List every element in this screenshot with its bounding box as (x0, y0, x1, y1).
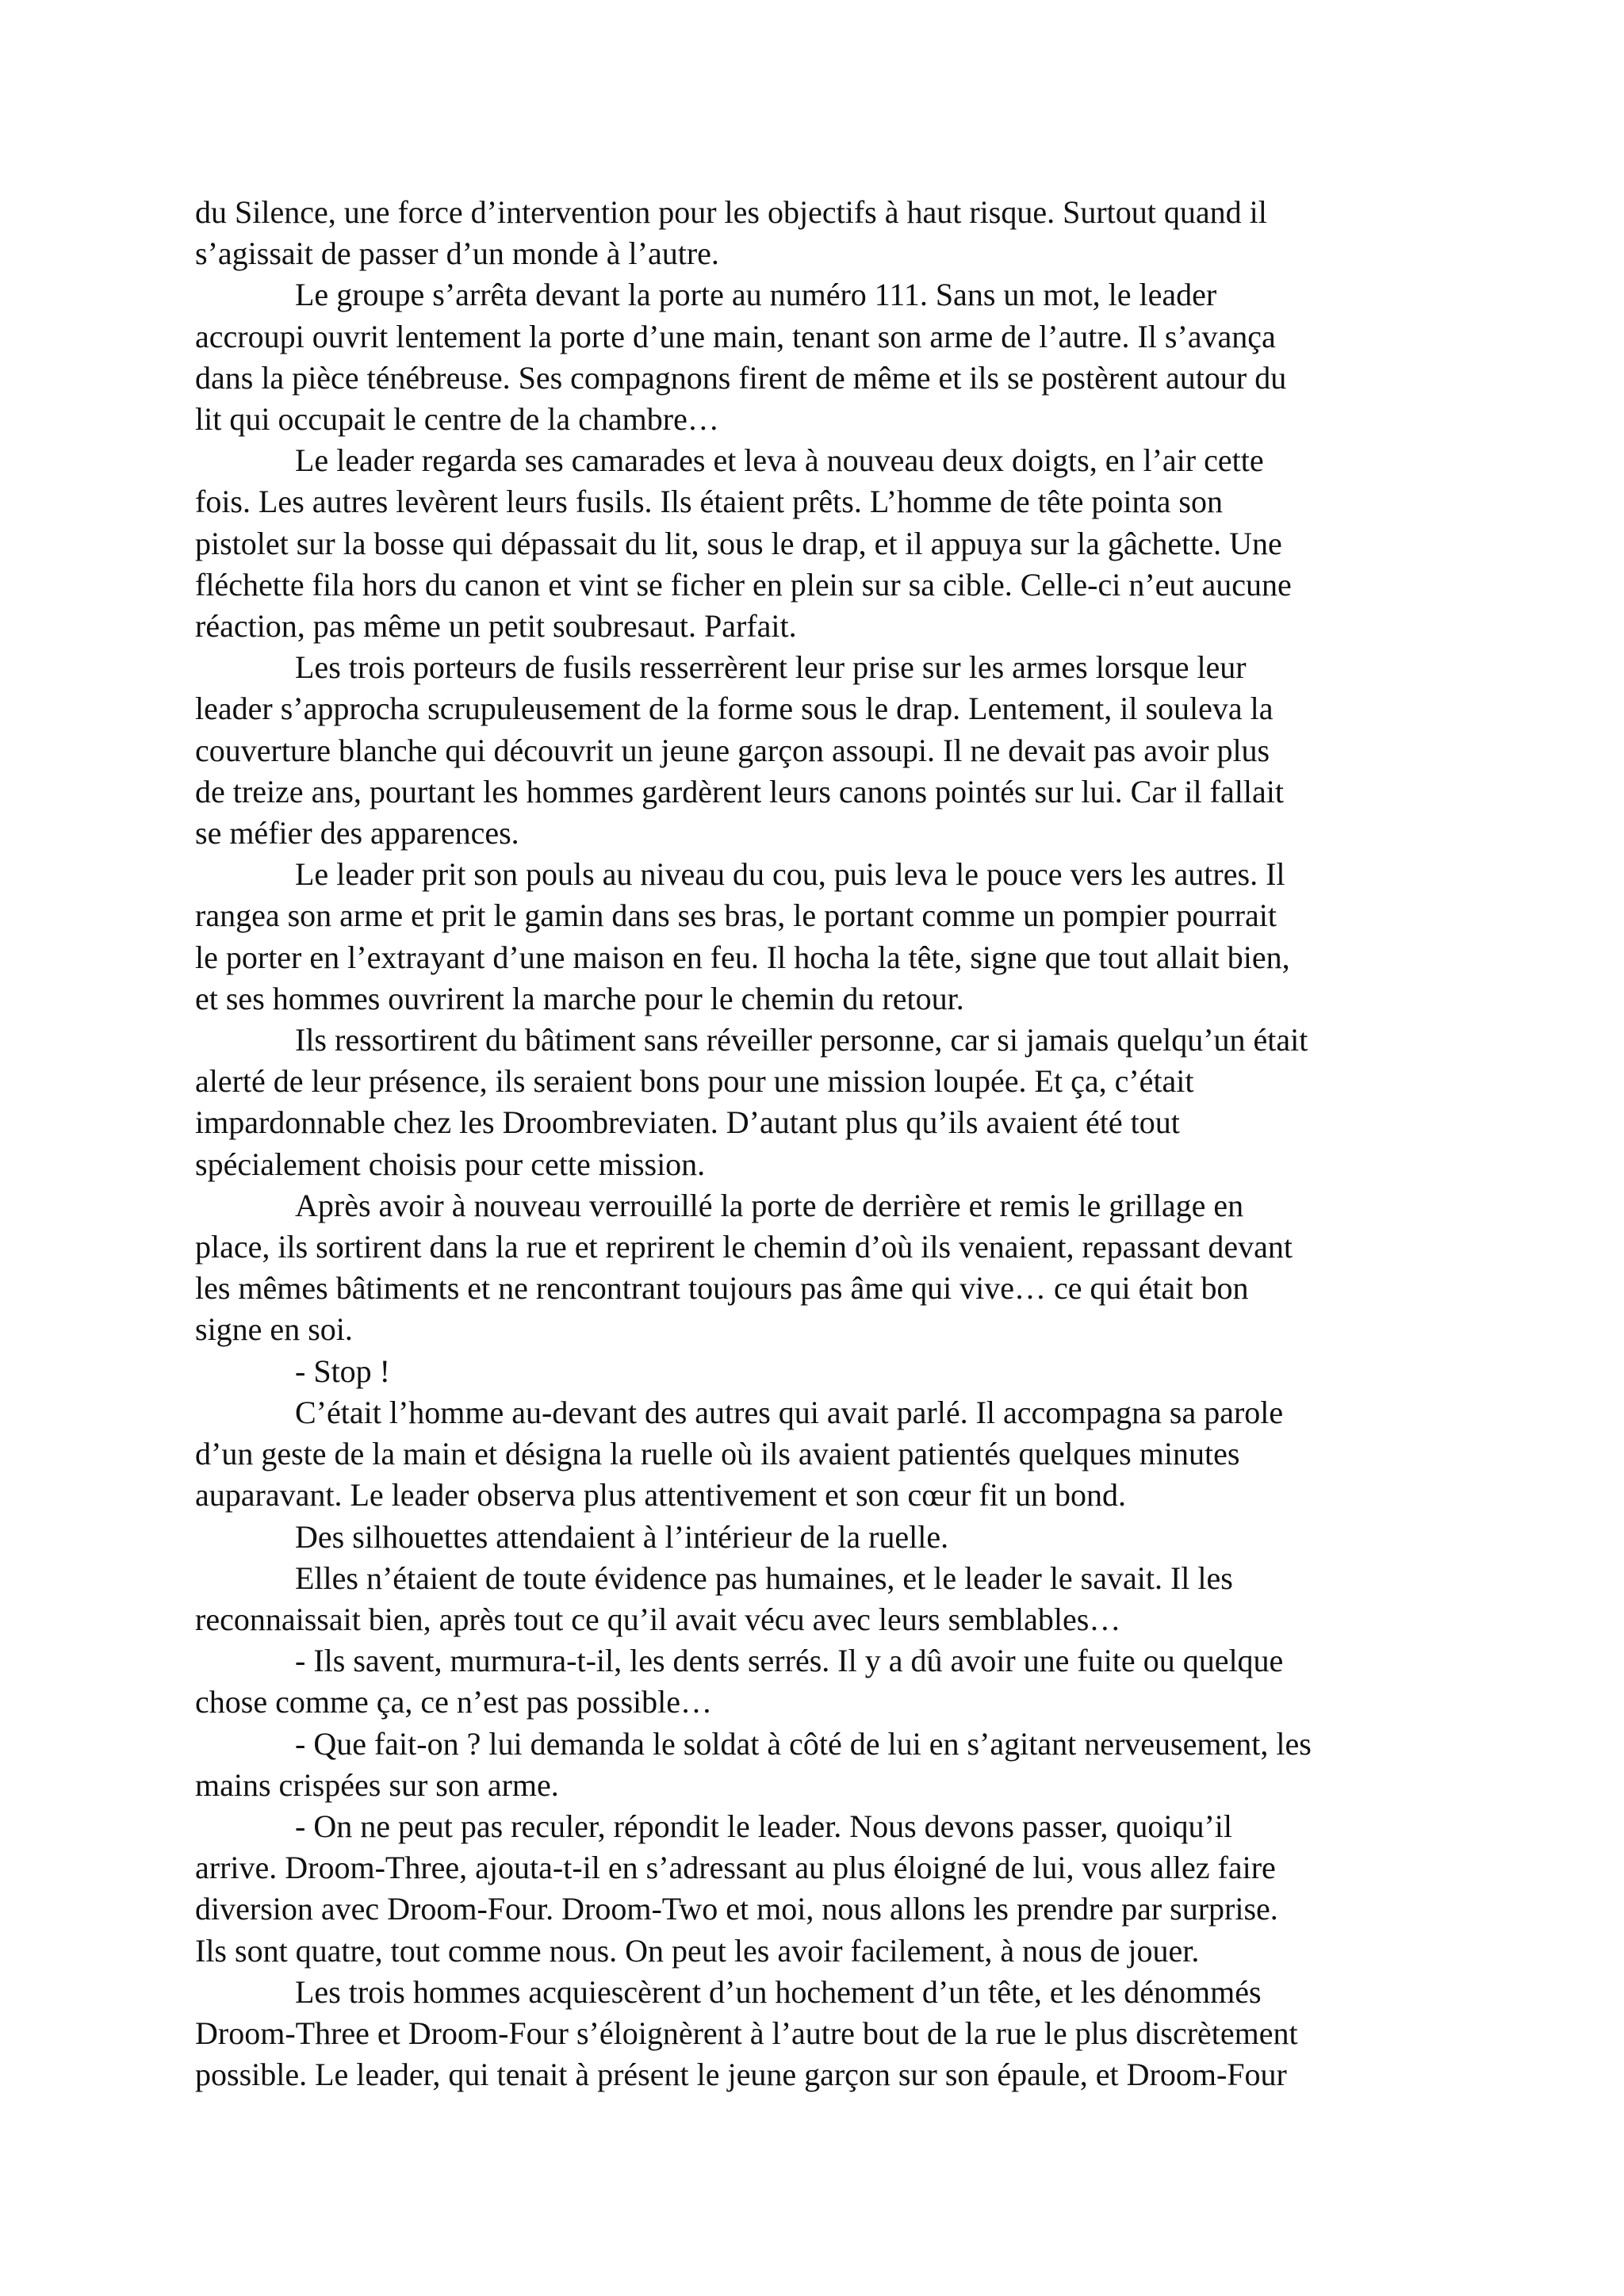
text-line: Les trois porteurs de fusils resserrèrent leur prise sur les armes lorsque leur (295, 649, 1247, 686)
text-line: Le groupe s’arrêta devant la porte au numéro 111. Sans un mot, le leader (295, 277, 1217, 313)
text-line: Ils sont quatre, tout comme nous. On peut les avoir facilement, à nous de jouer. (195, 1932, 1200, 1969)
text-line: Des silhouettes attendaient à l’intérieur de la ruelle. (295, 1518, 949, 1555)
text-line: place, ils sortirent dans la rue et reprirent le chemin d’où ils venaient, repassant devant (195, 1229, 1293, 1265)
text-line: Les trois hommes acquiescèrent d’un hochement d’un tête, et les dénommés (295, 1973, 1262, 2010)
text-line: Elles n’étaient de toute évidence pas humaines, et le leader le savait. Il les (295, 1559, 1233, 1596)
text-line: accroupi ouvrit lentement la porte d’une main, tenant son arme de l’autre. Il s’avança (195, 318, 1276, 354)
text-line: leader s’approcha scrupuleusement de la forme sous le drap. Lentement, il souleva la (195, 691, 1274, 727)
text-line: arrive. Droom-Three, ajouta-t-il en s’adressant au plus éloigné de lui, vous allez faire (195, 1850, 1276, 1886)
text-line: chose comme ça, ce n’est pas possible… (195, 1684, 713, 1720)
text-line: le porter en l’extrayant d’une maison en feu. Il hocha la tête, signe que tout allait bien, (195, 939, 1290, 975)
text-line: de treize ans, pourtant les hommes gardèrent leurs canons pointés sur lui. Car il fallait (195, 773, 1284, 809)
text-line: rangea son arme et prit le gamin dans ses bras, le portant comme un pompier pourrait (195, 897, 1277, 934)
text-line: réaction, pas même un petit soubresaut. Parfait. (195, 608, 797, 645)
text-line: spécialement choisis pour cette mission. (195, 1146, 706, 1182)
text-line: d’un geste de la main et désigna la ruelle où ils avaient patientés quelques minutes (195, 1436, 1240, 1472)
text-line: - Ils savent, murmura-t-il, les dents serrés. Il y a dû avoir une fuite ou quelque (295, 1643, 1284, 1679)
text-line: mains crispées sur son arme. (195, 1766, 559, 1803)
text-line: alerté de leur présence, ils seraient bons pour une mission loupée. Et ça, c’était (195, 1063, 1194, 1100)
text-line: impardonnable chez les Droombreviaten. D’autant plus qu’ils avaient été tout (195, 1104, 1180, 1141)
text-line: auparavant. Le leader observa plus attentivement et son cœur fit un bond. (195, 1477, 1127, 1513)
text-line: Ils ressortirent du bâtiment sans réveiller personne, car si jamais quelqu’un était (295, 1022, 1308, 1058)
document-page (195, 192, 1448, 2095)
text-line: reconnaissait bien, après tout ce qu’il avait vécu avec leurs semblables… (195, 1601, 1121, 1637)
text-line: dans la pièce ténébreuse. Ses compagnons firent de même et ils se postèrent autour du (195, 359, 1287, 396)
text-line: - On ne peut pas reculer, répondit le leader. Nous devons passer, quoiqu’il (295, 1808, 1233, 1844)
text-line: - Que fait-on ? lui demanda le soldat à côté de lui en s’agitant nerveusement, les (295, 1725, 1312, 1762)
text-line: s’agissait de passer d’un monde à l’autre. (195, 235, 719, 272)
text-line: se méfier des apparences. (195, 815, 519, 851)
text-line: les mêmes bâtiments et ne rencontrant toujours pas âme qui vive… ce qui était bon (195, 1270, 1249, 1307)
text-line: fléchette fila hors du canon et vint se ficher en plein sur sa cible. Celle-ci n’eut aucune (195, 566, 1292, 603)
text-line: Après avoir à nouveau verrouillé la porte de derrière et remis le grillage en (295, 1187, 1244, 1223)
text-line: diversion avec Droom-Four. Droom-Two et moi, nous allons les prendre par surprise. (195, 1891, 1278, 1927)
text-line: couverture blanche qui découvrit un jeune garçon assoupi. Il ne devait pas avoir plus (195, 732, 1270, 768)
text-line: C’était l’homme au-devant des autres qui avait parlé. Il accompagna sa parole (295, 1394, 1284, 1430)
text-line: du Silence, une force d’intervention pour les objectifs à haut risque. Surtout quand il (195, 194, 1267, 230)
text-line: Le leader prit son pouls au niveau du cou, puis leva le pouce vers les autres. Il (295, 856, 1285, 893)
text-line: Droom-Three et Droom-Four s’éloignèrent à l’autre bout de la rue le plus discrètement (195, 2015, 1298, 2051)
text-line: lit qui occupait le centre de la chambre… (195, 401, 719, 438)
text-line: fois. Les autres levèrent leurs fusils. Ils étaient prêts. L’homme de tête pointa son (195, 484, 1223, 520)
text-line: et ses hommes ouvrirent la marche pour le chemin du retour. (195, 980, 964, 1016)
text-line: possible. Le leader, qui tenait à présent le jeune garçon sur son épaule, et Droom-Four (195, 2057, 1287, 2093)
text-line: signe en soi. (195, 1311, 353, 1348)
text-line: pistolet sur la bosse qui dépassait du lit, sous le drap, et il appuya sur la gâchette. Une (195, 525, 1282, 561)
text-line: Le leader regarda ses camarades et leva à nouveau deux doigts, en l’air cette (295, 442, 1264, 479)
text-line: - Stop ! (295, 1353, 390, 1389)
